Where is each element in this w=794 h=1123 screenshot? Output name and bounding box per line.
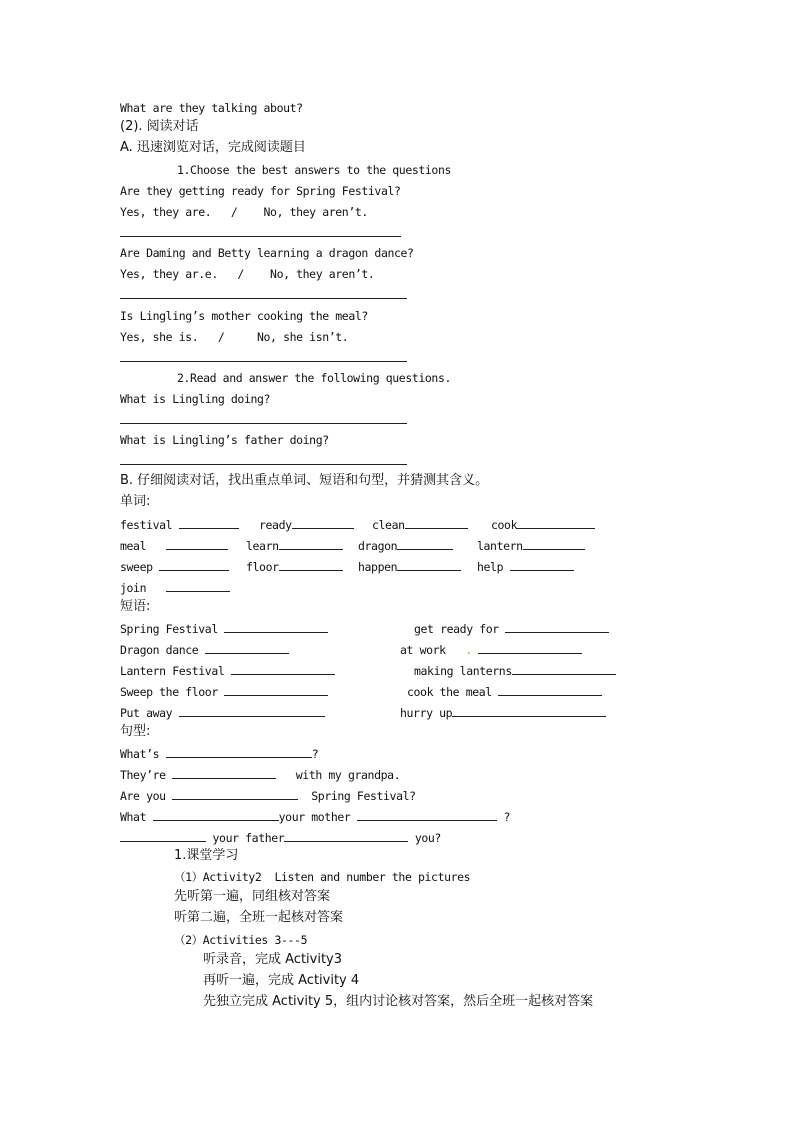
word-sweep: sweep [120, 559, 229, 574]
activity-2: （2）Activities 3---5 [174, 933, 308, 947]
blank[interactable] [279, 559, 343, 571]
blank[interactable] [478, 642, 582, 654]
blank[interactable] [357, 809, 497, 821]
blank[interactable] [284, 830, 408, 842]
question-3-options: Yes, she is. / No, she isn’t. [120, 330, 349, 344]
sentence-4: What your mother ? [120, 810, 510, 824]
blank[interactable] [166, 538, 228, 550]
question-5: What is Lingling’s father doing? [120, 433, 329, 447]
sentence-5: your father you? [120, 830, 441, 845]
sentences-title: 句型: [120, 724, 151, 739]
word-learn: learn [246, 538, 343, 553]
activity-2-step-2: 再听一遍，完成 Activity 4 [203, 973, 360, 988]
blank[interactable] [523, 538, 585, 550]
sentence-1: What’s ? [120, 747, 319, 761]
question-1-options: Yes, they are. / No, they aren’t. [120, 205, 368, 219]
word-lantern: lantern [477, 538, 585, 553]
activity-1-step-2: 听第二遍，全班一起核对答案 [174, 910, 344, 925]
word-floor: floor [246, 559, 343, 574]
blank[interactable] [224, 621, 328, 633]
activity-2-step-1: 听录音，完成 Activity3 [203, 952, 343, 967]
phrase-at-work: at work . [400, 642, 582, 657]
answer-line-1[interactable] [120, 236, 401, 237]
word-cook: cook [491, 517, 595, 532]
class-study-title: 1.课堂学习 [174, 848, 239, 863]
question-2-options: Yes, they ar.e. / No, they aren’t. [120, 267, 375, 281]
blank[interactable] [166, 746, 312, 758]
words-title: 单词: [120, 494, 151, 509]
blank[interactable] [179, 517, 239, 529]
activity-1: （1）Activity2 Listen and number the pictures [174, 870, 471, 884]
blank[interactable] [153, 809, 279, 821]
blank[interactable] [397, 559, 461, 571]
task1-instruction: 1.Choose the best answers to the questions [177, 163, 451, 177]
blank[interactable] [159, 559, 229, 571]
phrase-get-ready-for: get ready for [414, 621, 609, 636]
blank[interactable] [498, 684, 602, 696]
section2-title: (2). 阅读对话 [120, 119, 199, 134]
activity-1-step-1: 先听第一遍，同组核对答案 [174, 889, 331, 904]
blank[interactable] [405, 517, 468, 529]
phrase-spring-festival: Spring Festival [120, 621, 328, 636]
phrase-lantern-festival: Lantern Festival [120, 663, 335, 678]
word-meal: meal [120, 538, 228, 553]
blank[interactable] [292, 517, 354, 529]
sentence-2: They’re with my grandpa. [120, 768, 401, 782]
phrase-put-away: Put away [120, 705, 325, 720]
blank[interactable] [224, 684, 328, 696]
question-2: Are Daming and Betty learning a dragon dance? [120, 246, 414, 260]
sentence-3: Are you Spring Festival? [120, 789, 416, 803]
phrase-dragon-dance: Dragon dance [120, 642, 289, 657]
phrase-hurry-up: hurry up [400, 705, 606, 720]
word-happen: happen [358, 559, 461, 574]
partA-title: A. 迅速浏览对话，完成阅读题目 [120, 140, 306, 155]
blank[interactable] [517, 517, 595, 529]
question-3: Is Lingling’s mother cooking the meal? [120, 309, 368, 323]
activity-2-step-3: 先独立完成 Activity 5，组内讨论核对答案，然后全班一起核对答案 [203, 994, 594, 1009]
word-join: join [120, 580, 230, 595]
answer-line-5[interactable] [120, 464, 407, 465]
blank[interactable] [512, 663, 616, 675]
word-festival: festival [120, 517, 239, 532]
word-help: help [477, 559, 574, 574]
word-ready: ready [259, 517, 354, 532]
blank[interactable] [397, 538, 453, 550]
answer-line-4[interactable] [120, 423, 407, 424]
blank[interactable] [205, 642, 289, 654]
task2-instruction: 2.Read and answer the following questions. [177, 371, 451, 385]
blank[interactable] [505, 621, 609, 633]
blank[interactable] [179, 705, 325, 717]
intro-question: What are they talking about? [120, 101, 303, 115]
blank[interactable] [510, 559, 574, 571]
phrase-cook-the-meal: cook the meal [407, 684, 602, 699]
question-4: What is Lingling doing? [120, 392, 271, 406]
blank[interactable] [279, 538, 343, 550]
blank[interactable] [166, 580, 230, 592]
question-1: Are they getting ready for Spring Festival? [120, 184, 401, 198]
word-dragon: dragon [358, 538, 453, 553]
blank[interactable] [231, 663, 335, 675]
phrases-title: 短语: [120, 599, 151, 614]
blank[interactable] [172, 767, 276, 779]
phrase-sweep-the-floor: Sweep the floor [120, 684, 328, 699]
word-clean: clean [372, 517, 468, 532]
partB-title: B. 仔细阅读对话，找出重点单词、短语和句型，并猜测其含义。 [120, 473, 489, 488]
blank[interactable] [172, 788, 298, 800]
blank[interactable] [120, 830, 206, 842]
answer-line-3[interactable] [120, 361, 407, 362]
blank[interactable] [452, 705, 606, 717]
answer-line-2[interactable] [120, 298, 407, 299]
phrase-making-lanterns: making lanterns [414, 663, 616, 678]
